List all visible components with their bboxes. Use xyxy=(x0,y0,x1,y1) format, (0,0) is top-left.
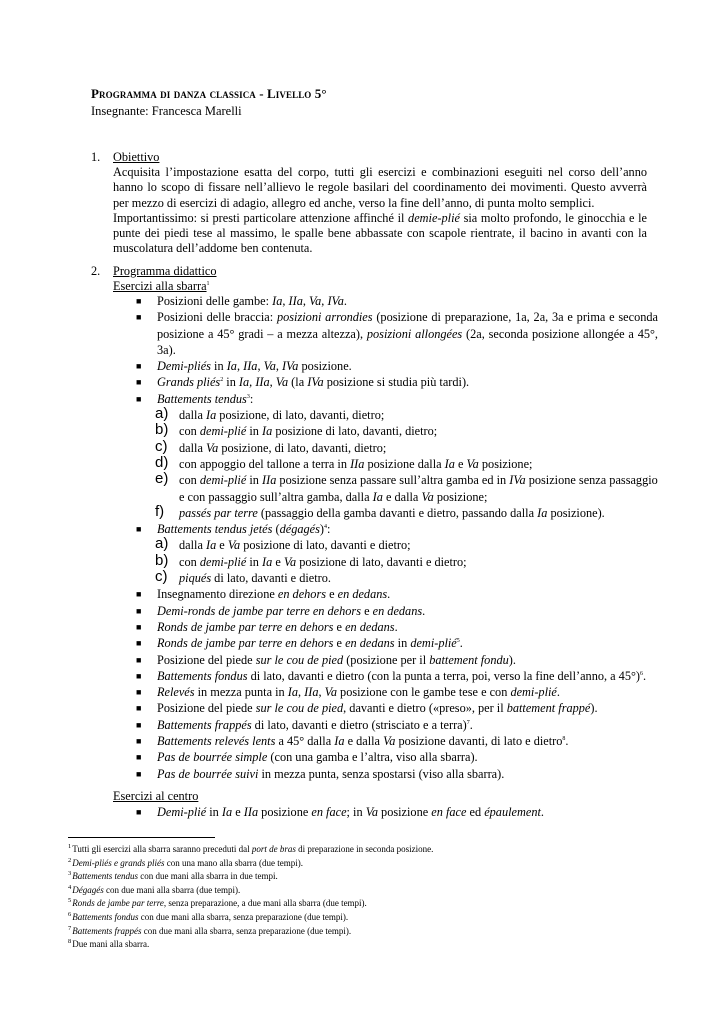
list-item: ■ Posizione del piede sur le cou de pied, davanti e dietro («preso», per il battement frappé). xyxy=(136,701,598,716)
section-heading: Obiettivo xyxy=(113,150,160,164)
footnote: $^8$Due mani alla sbarra. xyxy=(68,938,150,950)
list-item: ■ Posizione del piede sur le cou de pied (posizione per il battement fondu). xyxy=(136,652,516,667)
list-item: ■ Demi-plié in Ia e IIa posizione en face; in Va posizione en face ed épaulement. xyxy=(136,805,544,820)
teacher-line: Insegnante: Francesca Marelli xyxy=(91,104,242,118)
sub-item: a) dalla Ia e Va posizione di lato, davanti e dietro; xyxy=(155,535,411,553)
list-item: ■ Grands pliés$^2$ in Ia, IIa, Va (la IVa posizione si studia più tardi). xyxy=(136,375,470,390)
document-title: Programma di danza classica - Livello 5° xyxy=(91,86,327,101)
important-paragraph: Importantissimo: si presti particolare attenzione affinché il demie-plié sia molto profondo, le ginocchia e le punte dei piedi tese al massimo, le spalle bene abbassate con scapole rientrate, il bacino in avanti con la muscolatura dell’addome ben contenuta. xyxy=(113,210,647,256)
list-item: ■ Battements tendus$^3$: xyxy=(136,391,254,406)
list-item: ■ Battements frappés di lato, davanti e dietro (strisciato e a terra)$^7$. xyxy=(136,717,473,732)
sub-item: b) con demi-plié in Ia posizione di lato, davanti, dietro; xyxy=(155,421,438,439)
barre-exercise-list xyxy=(113,293,658,782)
section-number: 2. xyxy=(91,264,101,278)
subheading-barra: Esercizi alla sbarra xyxy=(113,279,207,294)
list-item: ■ Battements relevés lents a 45° dalla Ia e dalla Va posizione davanti, di lato e dietro$^8$. xyxy=(136,734,569,749)
list-item: ■ Ronds de jambe par terre en dehors e en dedans in demi-plié$^5$. xyxy=(136,636,463,651)
footnotes xyxy=(68,843,668,952)
list-item: ■ Relevés in mezza punta in Ia, IIa, Va posizione con le gambe tese e con demi-plié. xyxy=(136,685,560,700)
sub-item: f) passés par terre (passaggio della gamba davanti e dietro, passando dalla Ia posizione). xyxy=(155,502,605,520)
list-item: ■ Insegnamento direzione en dehors e en dedans. xyxy=(136,587,391,602)
sub-item: a) dalla Ia posizione, di lato, davanti, dietro; xyxy=(155,405,385,423)
sub-item: c) piqués di lato, davanti e dietro. xyxy=(155,568,331,586)
sub-item: d) con appoggio del tallone a terra in IIa posizione dalla Ia e Va posizione; xyxy=(155,453,533,471)
footnote: $^4$Dégagés con due mani alla sbarra (due tempi). xyxy=(68,883,241,895)
objective-paragraph: Acquisita l’impostazione esatta del corpo, tutti gli esercizi e combinazioni eseguiti nel corso dell’anno hanno lo scopo di fissare nell’allievo le regole basilari del coordinamento dei movimenti. Questo avverrà per mezzo di esercizi di adagio, allegro ed anche, verso la fine dell’anno, di punta molto semplici. xyxy=(113,165,647,210)
document-page: Programma di danza classica - Livello 5° Insegnante: Francesca Marelli 1. Obiettivo Acquisita l’impostazione esatta del corpo, tutti gli esercizi e combinazioni eseguiti nel corso dell’anno hanno lo scopo di fissare nell’allievo le regole basilari del coordinamento dei movimenti. Questo avverrà per mezzo di esercizi di adagio, allegro ed anche, verso la fine dell’anno, di punta molto semplici. Importantissimo: si presti particolare attenzione affinché il demie-plié sia molto profondo, le ginocchia e le punte dei piedi tese al massimo, le spalle bene abbassate con scapole rientrate, il bacino in avanti con la muscolatura dell’addome ben contenuta. 2. Programma didattico Esercizi alla sbarra$^1$ ■ Posizioni delle gambe: Ia, IIa, Va, IVa. ■ Posizioni delle braccia: posizioni arrondies (posizione di preparazione, 1a, 2a, 3a e prima e seconda posizione a 45° gradi – a mezza altezza), posizioni allongées (2a, seconda posizione allongée a 45°, 3a). ■ Demi-pliés in Ia, IIa, Va, IVa posizione. ■ Grands pliés$^2$ in Ia, IIa, Va (la IVa posizione si studia più tardi). ■ Battements tendus$^3$: a) dalla Ia posizione, di lato, davanti, dietro; b) con demi-plié in Ia posizione di lato, davanti, dietro; c) dalla Va posizione, di lato, davanti, dietro; d) con appoggio del tallone a terra in IIa posizione dalla Ia e Va posizione; e) con demi-plié in IIa posizione senza passare sull’altra gamba ed in IVa posizione senza passaggio e con passaggio sull’altra gamba, dalla Ia e dalla Va posizione; f) passés par terre (passaggio della gamba davanti e dietro, passando dalla Ia posizione). ■ Battements tendus jetés (dégagés)$^4$: a) dalla Ia e Va posizione di lato, davanti e dietro; b) con demi-plié in Ia e Va posizione di lato, davanti e dietro; c) piqués di lato, davanti e dietro. ■ Insegnamento direzione en dehors e en dedans. ■ Demi-ronds de jambe par terre en dehors e en dedans. ■ Ronds de jambe par terre en dehors e en dedans. ■ Ronds de jambe par terre en dehors e en dedans in demi-plié$^5$. ■ Posizione del piede sur le cou de pied (posizione per il battement fondu). ■ Battements fondus di lato, davanti e dietro (con la punta a terra, poi, verso la fine dell’anno, a 45°)$^6$. ■ Relevés in mezza punta in Ia, IIa, Va posizione con le gambe tese e con demi-plié. ■ Posizione del piede sur le cou de pied, davanti e dietro («preso», per il battement frappé). ■ Battements frappés di lato, davanti e dietro (strisciato e a terra)$^7$. ■ Battements relevés lents a 45° dalla Ia e dalla Va posizione davanti, di lato e dietro$^8$. ■ Pas de bourrée simple (con una gamba e l’altra, viso alla sbarra). ■ Pas de bourrée suivi in mezza punta, senza spostarsi (viso alla sbarra). Esercizi al centro ■ Demi-plié in Ia e IIa posizione en face; in Va posizione en face ed épaulement. $^1$Tutti gli esercizi alla sbarra saranno preceduti dal port de bras di preparazione in seconda posizione. $^2$Demi-pliés e grands pliés con una mano alla sbarra (due tempi). $^3$Battements tendus con due mani alla sbarra in due tempi. $^4$Dégagés con due mani alla sbarra (due tempi). $^5$Ronds de jambe par terre, senza preparazione, a due mani alla sbarra (due tempi). $^6$Battements fondus con due mani alla sbarra, senza preparazione (due tempi). $^7$Battements frappés con due mani alla sbarra, senza preparazione (due tempi). $^8$Due mani alla sbarra. xyxy=(0,0,724,1024)
sub-item: c) dalla Va posizione, di lato, davanti, dietro; xyxy=(155,437,387,455)
center-exercise-block xyxy=(113,788,658,821)
section-number: 1. xyxy=(91,150,101,164)
footnote: $^6$Battements fondus con due mani alla sbarra, senza preparazione (due tempi). xyxy=(68,910,349,922)
footnote: $^7$Battements frappés con due mani alla sbarra, senza preparazione (due tempi). xyxy=(68,924,352,936)
list-item: ■ Pas de bourrée simple (con una gamba e l’altra, viso alla sbarra). xyxy=(136,750,478,765)
list-item: ■ Battements tendus jetés (dégagés)$^4$: xyxy=(136,522,331,537)
footnote: $^5$Ronds de jambe par terre, senza preparazione, a due mani alla sbarra (due tempi). xyxy=(68,897,367,909)
sub-item: e) con demi-plié in IIa posizione senza passare sull’altra gamba ed in IVa posizione senza passaggio e con passaggio sull’altra gamba, dalla Ia e dalla Va posizione; xyxy=(155,470,658,504)
list-item: ■ Posizioni delle braccia: posizioni arrondies (posizione di preparazione, 1a, 2a, 3a e prima e seconda posizione a 45° gradi – a mezza altezza), posizioni allongées (2a, seconda posizione allongée a 45°, 3a). xyxy=(136,310,658,357)
list-item: ■ Demi-pliés in Ia, IIa, Va, IVa posizione. xyxy=(136,359,352,374)
list-item: ■ Ronds de jambe par terre en dehors e en dedans. xyxy=(136,619,398,634)
subheading-centro: Esercizi al centro xyxy=(113,789,199,803)
footnote-separator xyxy=(68,837,215,838)
list-item: ■ Posizioni delle gambe: Ia, IIa, Va, IVa. xyxy=(136,294,347,308)
footnote: $^2$Demi-pliés e grands pliés con una mano alla sbarra (due tempi). xyxy=(68,856,303,868)
footnote: $^1$Tutti gli esercizi alla sbarra saranno preceduti dal port de bras di preparazione in seconda posizione. xyxy=(68,843,434,854)
section-heading: Programma didattico xyxy=(113,264,217,278)
footnote: $^3$Battements tendus con due mani alla sbarra in due tempi. xyxy=(68,870,278,882)
list-item: ■ Pas de bourrée suivi in mezza punta, senza spostarsi (viso alla sbarra). xyxy=(136,766,505,781)
list-item: ■ Battements fondus di lato, davanti e dietro (con la punta a terra, poi, verso la fine dell’anno, a 45°)$^6$. xyxy=(136,668,647,683)
sub-item: b) con demi-plié in Ia e Va posizione di lato, davanti e dietro; xyxy=(155,551,467,569)
list-item: ■ Demi-ronds de jambe par terre en dehors e en dedans. xyxy=(136,603,426,618)
